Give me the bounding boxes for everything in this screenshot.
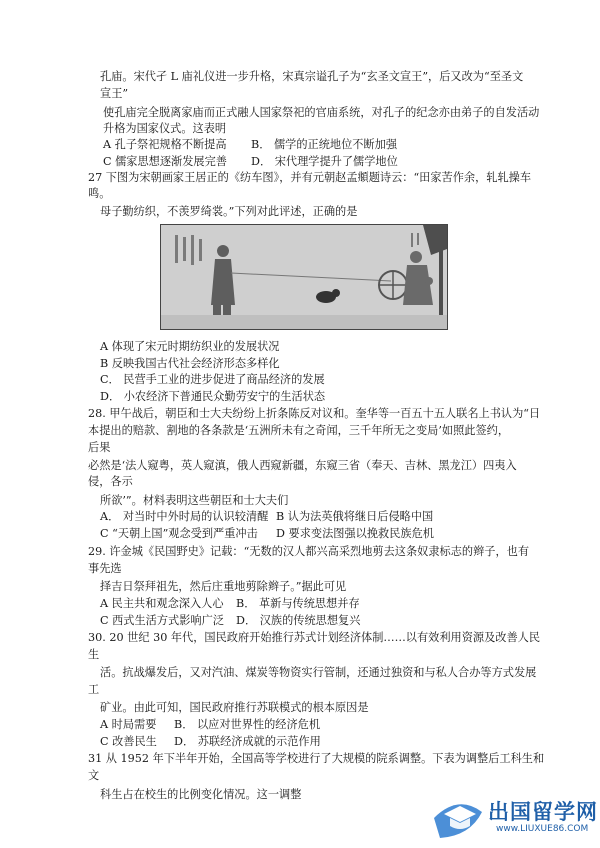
watermark-url: www.LIUXUE86.COM — [496, 824, 589, 834]
q30-option-d[interactable]: D． 苏联经济成就的示范作用 — [174, 735, 321, 748]
q29-options-row — [100, 597, 360, 611]
q30-option-b[interactable]: B． 以应对世界性的经济危机 — [174, 718, 321, 731]
q27-stem-line: 27 下图为宋朝画家王居正的《纺车图》，并有元朝赵孟頫题诗云：“田家苦作余，轧轧操车 — [88, 171, 532, 184]
q29-stem-line: 29. 许金城《民国野史》记载：“无数的汉人都兴高采烈地剪去这条奴隶标志的辫子，也有 — [88, 545, 530, 558]
q26-text-line: 升格为国家仪式。这表明 — [103, 122, 227, 135]
q30-option-a[interactable]: A 时局需要 — [100, 718, 157, 731]
q26-option-c[interactable]: C 儒家思想逐渐发展完善 — [103, 155, 227, 168]
graduation-cap-icon — [430, 792, 486, 844]
q29-stem-line: 事先选 — [88, 562, 122, 575]
q30-option-c[interactable]: C 改善民生 — [100, 735, 157, 748]
q27-option-a[interactable]: A 体现了宋元时期纺织业的发展状况 — [100, 340, 280, 353]
painting-illustration — [161, 225, 447, 329]
q28-stem-line: 侵，各示 — [88, 475, 133, 488]
q28-stem-line: 必然是‘法人窥粤，英人窥滇，俄人西窥新疆，东窥三省（奉天、吉林、黑龙江）四夷入 — [88, 459, 517, 472]
q29-option-d[interactable]: D． 汉族的传统思想复兴 — [236, 614, 361, 627]
q28-option-a[interactable]: A． 对当时中外时局的认识较清醒 — [100, 510, 269, 523]
q29-stem-line: 择吉日祭拜祖先，然后庄重地剪除辫子。”据此可见 — [100, 580, 347, 593]
q26-options-row — [103, 155, 398, 169]
q30-stem-line: 活。抗战爆发后，又对汽油、煤炭等物资实行管制，还通过独资和与私人合办等方式发展 — [100, 666, 537, 679]
q27-stem-line: 鸣。 — [88, 187, 111, 200]
q29-option-a[interactable]: A 民主共和观念深入人心 — [100, 597, 224, 610]
q28-options-row — [100, 510, 433, 524]
q27-option-c[interactable]: C． 民营手工业的进步促进了商品经济的发展 — [100, 373, 325, 386]
q30-options-row — [100, 718, 320, 732]
q30-stem-line: 30. 20 世纪 30 年代，国民政府开始推行苏式计划经济体制……以有效利用资源及改善人民 — [88, 631, 541, 644]
q26-text-line: 孔庙。宋代孑 L 庙礼仪进一步升格，宋真宗谥孔子为“玄圣文宣王”，后又改为“至圣文 — [100, 70, 524, 83]
q30-options-row — [100, 735, 321, 749]
q28-option-c[interactable]: C “天朝上国”观念受到严重冲击 — [100, 527, 258, 540]
q29-options-row — [100, 614, 360, 628]
q28-stem-line: 28. 甲午战后，朝臣和士大夫纷纷上折条陈反对议和。奎华等一百五十五人联名上书认为“日 — [88, 407, 541, 420]
q28-stem-line: 后果 — [88, 441, 111, 454]
q28-option-b[interactable]: B 认为法英俄将继日后侵略中国 — [276, 510, 434, 523]
q30-stem-line: 生 — [88, 648, 100, 661]
q31-stem-line: 科生占在校生的比例变化情况。这一调整 — [100, 788, 302, 801]
q28-options-row — [100, 527, 434, 541]
q26-text-line: 宣王” — [100, 87, 129, 100]
q27-option-d[interactable]: D． 小农经济下普通民众勤劳安宁的生活状态 — [100, 390, 326, 403]
q28-option-d[interactable]: D 要求变法图强以挽救民族危机 — [276, 527, 434, 540]
q30-stem-line: 工 — [88, 683, 100, 696]
q26-option-d[interactable]: D． 宋代理学提升了儒学地位 — [251, 155, 398, 168]
q27-stem-line: 母子勤纺织，不羡罗绮裳。”下列对此评述，正确的是 — [100, 205, 358, 218]
q31-stem-line: 文 — [88, 769, 100, 782]
spinning-wheel-painting — [160, 224, 448, 330]
q26-option-a[interactable]: A 孔子祭祀规格不断提高 — [103, 138, 227, 151]
q29-option-c[interactable]: C 西式生活方式影响广泛 — [100, 614, 224, 627]
q28-stem-line: 所欲’”。材料表明这些朝臣和士大夫们 — [100, 494, 289, 507]
q26-text-line: 使孔庙完全脱离家庙而正式融人国家祭祀的官庙系统，对孔子的纪念亦由弟子的自发活动 — [103, 106, 540, 119]
q26-options-row — [103, 138, 397, 152]
q29-option-b[interactable]: B． 革新与传统思想并存 — [236, 597, 360, 610]
watermark-brand: 出国留学网 — [488, 800, 598, 824]
q27-option-b[interactable]: B 反映我国古代社会经济形态多样化 — [100, 357, 280, 370]
site-watermark — [430, 790, 600, 848]
q31-stem-line: 31 从 1952 年下半年开始，全国高等学校进行了大规模的院系调整。下表为调整后工科生和 — [88, 752, 545, 765]
q30-stem-line: 矿业。由此可知，国民政府推行苏联模式的根本原因是 — [100, 701, 369, 714]
q26-option-b[interactable]: B． 儒学的正统地位不断加强 — [251, 138, 398, 151]
q28-stem-line: 本提出的赔款、割地的各条款是‘五洲所未有之奇闻，三千年所无之变局’如照此签约， — [88, 424, 510, 437]
